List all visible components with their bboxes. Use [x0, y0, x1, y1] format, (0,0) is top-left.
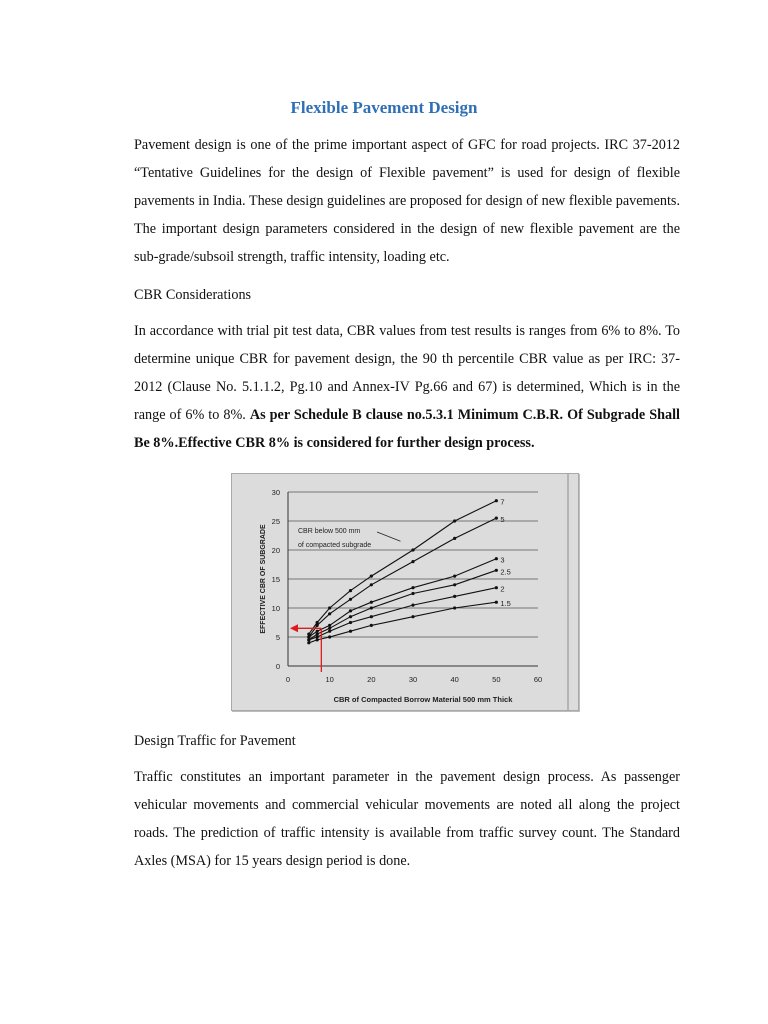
data-point	[370, 615, 373, 618]
cbr-chart-svg	[232, 474, 578, 710]
x-tick-label: 10	[325, 675, 334, 684]
cbr-paragraph	[134, 317, 680, 457]
marker-arrowhead	[290, 624, 298, 632]
data-point	[349, 598, 352, 601]
traffic-paragraph: Traffic constitutes an important parameter in the pavement design process. As passenger vehicular movements and commercial vehicular movements are noted all along the project roads. The prediction of traffic intensity is available from traffic survey count. The Standard Axles (MSA) for 15 years design period is done.	[134, 769, 680, 869]
data-point	[453, 595, 456, 598]
y-tick-label: 25	[271, 517, 280, 526]
data-point	[411, 560, 414, 563]
y-axis-label: EFFECTIVE CBR OF SUBGRADE	[260, 524, 267, 634]
data-point	[495, 569, 498, 572]
y-tick-label: 10	[271, 604, 280, 613]
series-label-3: 3	[500, 555, 505, 565]
x-tick-label: 0	[285, 675, 291, 684]
data-point	[328, 627, 331, 630]
data-point	[495, 557, 498, 560]
y-tick-label: 15	[271, 575, 280, 584]
data-point	[370, 606, 373, 609]
data-point	[453, 519, 456, 522]
data-point	[411, 615, 414, 618]
data-point	[453, 537, 456, 540]
chart-annotation-line-2: of compacted subgrade	[298, 542, 372, 549]
data-point	[453, 583, 456, 586]
traffic-heading: Design Traffic for Pavement	[134, 733, 296, 749]
data-point	[495, 601, 498, 604]
chart-annotation-line-1: CBR below 500 mm	[298, 528, 361, 535]
y-tick-label: 5	[275, 633, 280, 642]
cbr-paragraph-text: In accordance with trial pit test data, CBR values from test results is ranges from 6% to 8%. To determine unique CBR for pavement design, the 90 th percentile CBR value as per IRC: 37-2012 (Clause No. 5.1.1.2, Pg.10 and Annex-IV Pg.66 and 67) is determined, Which is in the range of 6% to 8%.	[134, 323, 680, 423]
data-point	[316, 635, 319, 638]
data-point	[307, 635, 310, 638]
data-point	[370, 601, 373, 604]
series-line-3	[309, 559, 497, 637]
annotation-leader-line	[377, 532, 401, 541]
data-point	[411, 548, 414, 551]
data-point	[370, 575, 373, 578]
series-label-2.5: 2.5	[500, 567, 511, 577]
data-point	[328, 635, 331, 638]
data-point	[411, 604, 414, 607]
y-tick-label: 30	[271, 488, 280, 497]
data-point	[328, 624, 331, 627]
data-point	[316, 630, 319, 633]
data-point	[495, 586, 498, 589]
x-tick-label: 30	[408, 675, 418, 684]
data-point	[328, 630, 331, 633]
x-tick-label: 60	[533, 675, 543, 684]
page-title: Flexible Pavement Design	[290, 98, 478, 117]
series-label-1.5: 1.5	[500, 599, 511, 609]
cbr-chart	[231, 473, 579, 711]
data-point	[328, 606, 331, 609]
data-point	[411, 592, 414, 595]
data-point	[370, 583, 373, 586]
y-tick-label: 20	[271, 546, 280, 555]
series-label-2: 2	[500, 584, 505, 594]
data-point	[316, 624, 319, 627]
data-point	[349, 589, 352, 592]
x-tick-label: 40	[450, 675, 459, 684]
series-label-7: 7	[500, 497, 505, 507]
data-point	[307, 638, 310, 641]
y-tick-label: 0	[275, 662, 280, 671]
data-point	[495, 499, 498, 502]
intro-paragraph: Pavement design is one of the prime important aspect of GFC for road projects. IRC 37-2012 “Tentative Guidelines for the design of Flexible pavement” is used for design of flexible pavements in India. These design guidelines are proposed for design of new flexible pavements. The important design parameters considered in the design of new flexible pavement are the sub-grade/subsoil strength, traffic intensity, loading etc.	[134, 137, 680, 265]
chart-series	[307, 498, 511, 645]
data-point	[316, 638, 319, 641]
data-point	[328, 612, 331, 615]
data-point	[349, 609, 352, 612]
data-point	[411, 586, 414, 589]
x-tick-label: 20	[367, 675, 376, 684]
data-point	[349, 615, 352, 618]
data-point	[495, 517, 498, 520]
x-tick-label: 50	[492, 675, 501, 684]
x-axis-label: CBR of Compacted Borrow Material 500 mm Thick	[333, 695, 513, 704]
data-point	[316, 633, 319, 636]
data-point	[349, 621, 352, 624]
data-point	[453, 575, 456, 578]
cbr-paragraph-bold: As per Schedule B clause no.5.3.1 Minimum C.B.R. Of Subgrade Shall Be 8%.Effective CBR 8% is considered for further design process.	[134, 407, 681, 451]
data-point	[307, 641, 310, 644]
data-point	[453, 606, 456, 609]
series-line-2.5	[309, 570, 497, 640]
data-point	[349, 630, 352, 633]
series-label-5: 5	[500, 515, 505, 525]
data-point	[370, 624, 373, 627]
series-line-2	[309, 588, 497, 640]
cbr-heading: CBR Considerations	[134, 287, 252, 303]
